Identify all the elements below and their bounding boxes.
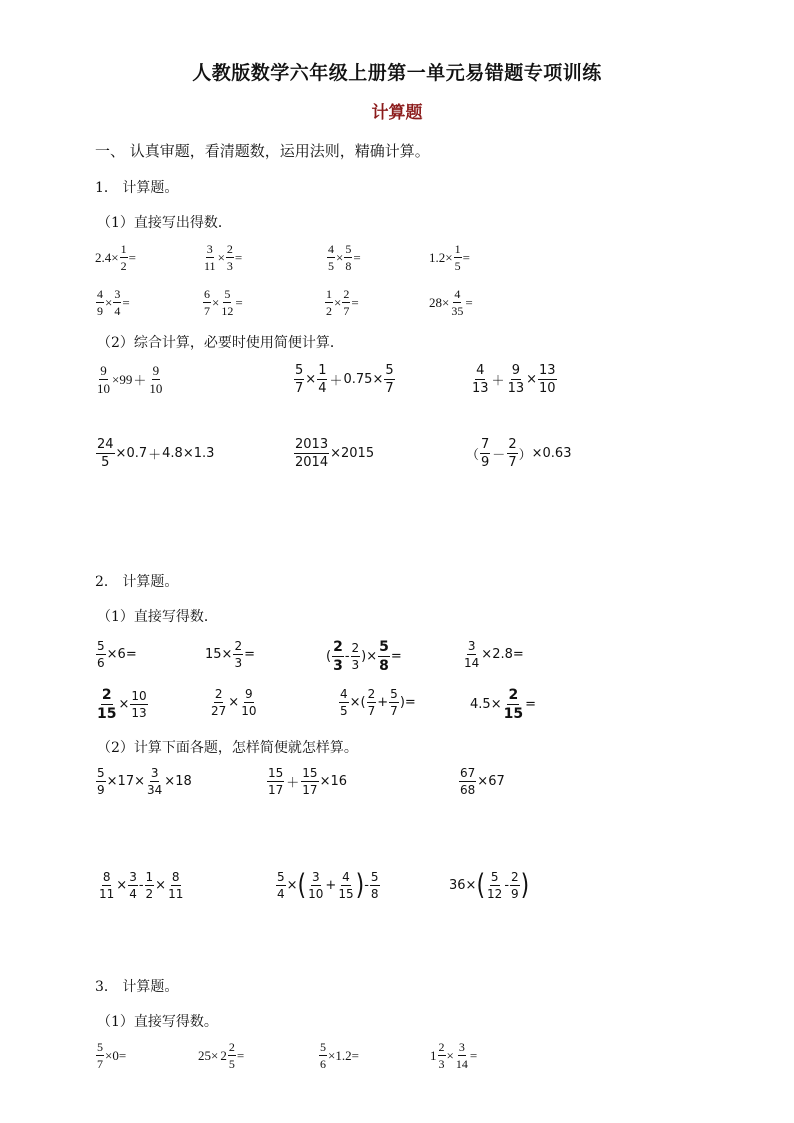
- q3-heading: 3． 计算题。: [95, 979, 179, 995]
- q1-part2-label: （2）综合计算，必要时使用简便计算．: [97, 335, 344, 351]
- q2-calc-1: $\frac{5}{9}$ × 17 × $\frac{3}{34}$ × 18: [97, 766, 192, 797]
- page-subtitle: 计算题: [371, 103, 423, 123]
- q2-direct-7: $\frac{4}{5}$ × ( $\frac{2}{7}$ + $\frac{5}{7}$ ) =: [340, 687, 416, 718]
- q2-calc-6: 36 × ( $\frac{5}{12}$ - $\frac{2}{9}$ ): [449, 868, 530, 902]
- q1-heading: 1． 计算题。: [95, 180, 179, 196]
- q3-direct-3: $\frac{5}{6}$ × 1.2 =: [320, 1040, 359, 1071]
- section-one-instruction: 一、 认真审题，看清题数，运用法则，精确计算。: [95, 142, 430, 160]
- q2-direct-5: $\frac{2}{15}$ × $\frac{10}{13}$: [97, 687, 147, 722]
- q1-calc-3: $\frac{4}{13}$ ＋ $\frac{9}{13}$ × $\frac{13}{10}$: [472, 363, 556, 396]
- q2-calc-4: $\frac{8}{11}$ × $\frac{3}{4}$ - $\frac{1}{2}$ × $\frac{8}{11}$: [99, 870, 184, 901]
- q2-direct-6: $\frac{2}{27}$ × $\frac{9}{10}$: [211, 687, 257, 718]
- q1-calc-5: $\frac{2013}{2014}$ × 2015: [295, 437, 375, 470]
- q1-direct-3: $\frac{4}{5}$ × $\frac{5}{8}$ =: [328, 242, 361, 273]
- q1-direct-5: $\frac{4}{9}$ × $\frac{3}{4}$ =: [97, 287, 130, 318]
- q2-heading: 2． 计算题。: [95, 574, 179, 590]
- q2-direct-2: 15 × $\frac{2}{3}$ =: [205, 639, 255, 670]
- q2-direct-1: $\frac{5}{6}$ × 6 =: [97, 639, 137, 670]
- page-title: 人教版数学六年级上册第一单元易错题专项训练: [192, 62, 602, 84]
- q2-direct-3: ( $\frac{2}{3}$ - $\frac{2}{3}$ ) × $\frac{5}{8}$ =: [326, 639, 402, 674]
- q2-calc-5: $\frac{5}{4}$ × ( $\frac{3}{10}$ + $\frac{4}{15}$ ) - $\frac{5}{8}$: [277, 868, 379, 902]
- q2-part2-label: （2）计算下面各题，怎样简便就怎样算。: [97, 740, 358, 756]
- q2-direct-8: 4.5 × $\frac{2}{15}$ =: [470, 687, 536, 722]
- q1-part1-label: （1）直接写出得数．: [97, 215, 232, 231]
- q1-calc-6: （ $\frac{7}{9}$ － $\frac{2}{7}$ ） × 0.63: [466, 437, 572, 470]
- q3-direct-2: 25 × 2 $\frac{2}{5}$ =: [198, 1040, 245, 1071]
- q1-direct-7: $\frac{1}{2}$ × $\frac{2}{7}$ =: [326, 287, 359, 318]
- q1-calc-4: $\frac{24}{5}$ × 0.7 ＋ 4.8 × 1.3: [97, 437, 215, 470]
- q1-calc-1: $\frac{9}{10}$ × 99 ＋ $\frac{9}{10}$: [97, 363, 163, 396]
- q2-calc-3: $\frac{67}{68}$ × 67: [460, 766, 505, 797]
- q1-direct-4: 1.2 × $\frac{1}{5}$ =: [429, 242, 470, 273]
- q3-direct-4: 1 $\frac{2}{3}$ × $\frac{3}{14}$ =: [430, 1040, 478, 1071]
- q2-part1-label: （1）直接写得数．: [97, 609, 218, 625]
- q1-direct-8: 28 × $\frac{4}{35}$ =: [429, 287, 473, 318]
- q1-direct-6: $\frac{6}{7}$ × $\frac{5}{12}$ =: [204, 287, 243, 318]
- q1-direct-2: $\frac{3}{11}$ × $\frac{2}{3}$ =: [204, 242, 243, 273]
- q3-part1-label: （1）直接写得数。: [97, 1014, 218, 1030]
- q3-direct-1: $\frac{5}{7}$ × 0 =: [97, 1040, 127, 1071]
- q1-direct-1: 2.4 × $\frac{1}{2}$ =: [95, 242, 136, 273]
- q1-calc-2: $\frac{5}{7}$ × $\frac{1}{4}$ ＋ 0.75 × $\frac{5}{7}$: [295, 363, 394, 396]
- q2-direct-4: $\frac{3}{14}$ × 2.8 =: [464, 639, 524, 670]
- q2-calc-2: $\frac{15}{17}$ ＋ $\frac{15}{17}$ × 16: [268, 766, 348, 797]
